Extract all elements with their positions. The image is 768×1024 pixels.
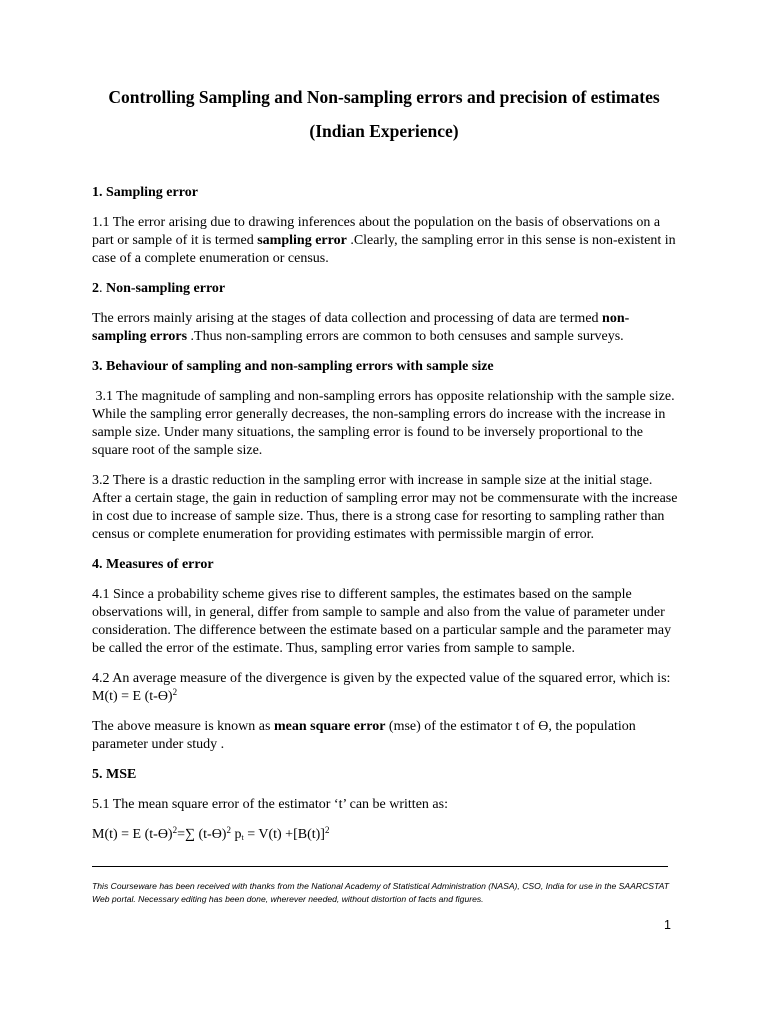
paragraph-5-1: 5.1 The mean square error of the estimator ‘t’ can be written as: <box>92 797 448 812</box>
paragraph-4-3: The above measure is known as mean square error (mse) of the estimator t of Ө, the population parameter under study . <box>92 719 636 752</box>
paragraph-2: The errors mainly arising at the stages of data collection and processing of data are termed non-sampling errors .Thus non-sampling errors are common to both censuses and sample surveys. <box>92 311 630 344</box>
section-4-heading: 4. Measures of error <box>92 557 214 572</box>
section-5-heading: 5. MSE <box>92 767 137 782</box>
footnote-divider <box>92 866 668 867</box>
paragraph-4-2: 4.2 An average measure of the divergence is given by the expected value of the squared error, which is: M(t) = E $(t-Ө)^2$ <box>92 671 671 704</box>
term-sampling-error: sampling error <box>257 233 347 248</box>
mse-equation: M(t) = E $(t-Ө)^2=\sum$ $(t-Ө)^2$ $p_t = V(t) +[B(t)]^2$ <box>92 825 330 842</box>
page-number: 1 <box>664 918 671 932</box>
document-title-line1: Controlling Sampling and Non-sampling errors and precision of estimates <box>108 87 660 107</box>
paragraph-3-1: 3.1 The magnitude of sampling and non-sampling errors has opposite relationship with the sample size. While the sampling error generally decreases, the non-sampling errors do increase with the increase in sample size. Under many situations, the sampling error is found to be inversely proportional to the square root of the sample size. <box>92 389 678 458</box>
paragraph-3-2: 3.2 There is a drastic reduction in the sampling error with increase in sample size at the initial stage. After a certain stage, the gain in reduction of sampling error may not be commensurate with the increase in cost due to increase of sample size. Thus, there is a strong case for resorting to sampling rather than census or complete enumeration for providing estimates with permissible margin of error. <box>92 473 678 542</box>
section-2-heading: 2. Non-sampling error <box>92 281 226 296</box>
section-1-heading: 1. Sampling error <box>92 185 198 200</box>
term-non-sampling-errors: non-sampling errors <box>92 311 630 344</box>
paragraph-4-1: 4.1 Since a probability scheme gives rise to different samples, the estimates based on the sample observations will, in general, differ from sample to sample and also from the value of parameter under consideration. The difference between the estimate based on a particular sample and the parameter may be called the error of the estimate. Thus, sampling error varies from sample to sample. <box>92 587 672 656</box>
document-body <box>92 184 678 844</box>
paragraph-1-1: 1.1 The error arising due to drawing inferences about the population on the basis of observations on a part or sample of it is termed sampling error .Clearly, the sampling error in this sense is non-existent in case of a complete enumeration or census. <box>92 215 676 266</box>
footnote: This Courseware has been received with thanks from the National Academy of Statistical Administration (NASA), CSO, India for use in the SAARCSTAT Web portal. Necessary editing has been done, wherever needed, without distortion of facts and figures. <box>92 881 669 904</box>
section-3-heading: 3. Behaviour of sampling and non-sampling errors with sample size <box>92 359 494 374</box>
document-title-line2: (Indian Experience) <box>309 121 459 141</box>
term-mean-square-error: mean square error <box>273 719 386 734</box>
